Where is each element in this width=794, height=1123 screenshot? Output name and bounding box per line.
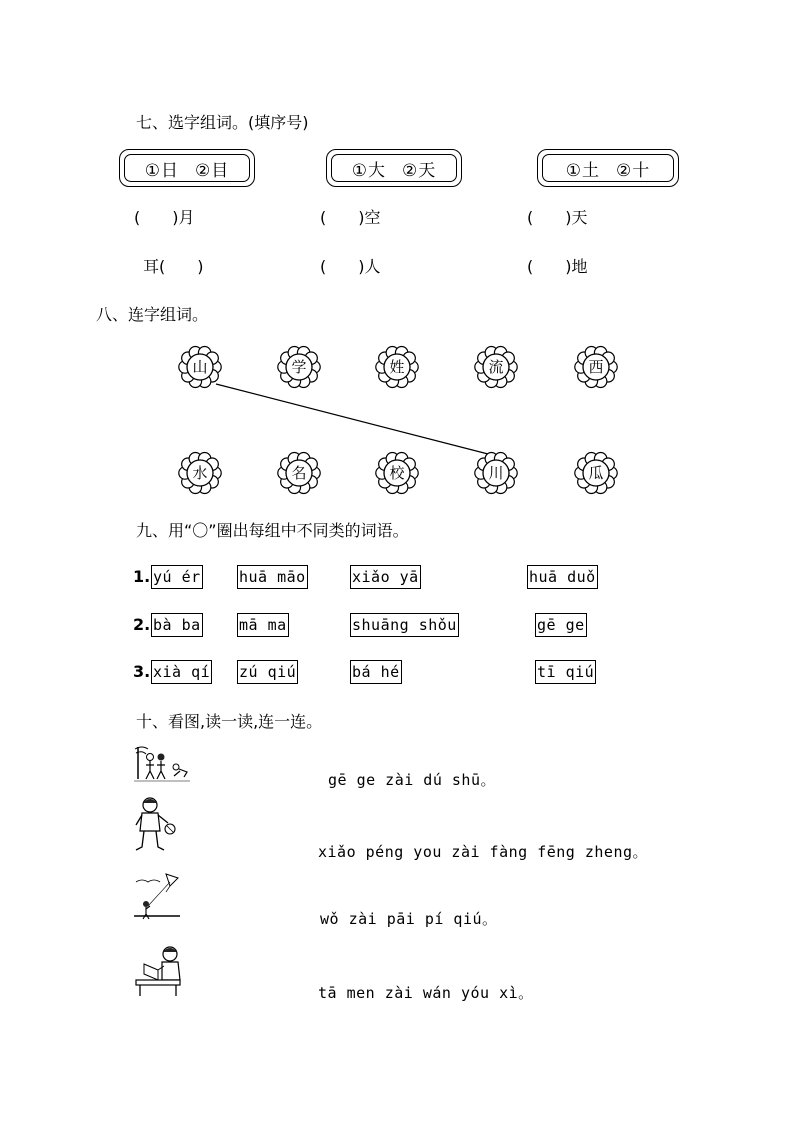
boy-reading-image[interactable] [134,942,186,998]
flower-char: 山 [192,358,208,376]
flower-char: 名 [291,464,307,482]
word-box[interactable]: tī qiú [535,660,596,684]
option-1-1: ①日 [144,160,179,181]
flower-char: 瓜 [588,464,604,482]
sentence-2[interactable]: xiǎo péng you zài fàng fēng zheng。 [318,843,649,861]
section10-title: 十、看图,读一读,连一连。 [136,712,323,731]
flower-char: 川 [488,464,504,482]
word-box[interactable]: bà ba [151,613,203,637]
option-3-1: ①土 [565,160,600,181]
fill-blank-1-1[interactable]: ( )月 [134,208,195,227]
option-1-2: ②目 [195,160,230,181]
word-box[interactable]: xià qí [151,660,212,684]
flower-char: 学 [291,358,307,376]
word-box[interactable]: huā duǒ [527,565,598,589]
children-playing-image[interactable] [134,745,190,783]
sentence-1[interactable]: gē ge zài dú shū。 [328,771,496,789]
word-box[interactable]: yú ér [151,565,203,589]
word-box[interactable]: shuāng shǒu [350,613,459,637]
kite-flying-image[interactable] [134,872,180,920]
flower-bottom-3[interactable] [374,450,420,496]
flower-bottom-5[interactable] [573,450,619,496]
fill-blank-2-3[interactable]: ( )地 [527,257,588,276]
option-2-2: ②天 [402,160,437,181]
fill-blank-2-1[interactable]: 耳( ) [143,257,204,276]
row-number-2: 2. [133,615,151,634]
flower-char: 水 [192,464,208,482]
word-box[interactable]: bá hé [350,660,402,684]
option-2-1: ①大 [351,160,386,181]
flower-bottom-4[interactable] [473,450,519,496]
flower-char: 校 [389,464,405,482]
word-box[interactable]: gē ge [535,613,587,637]
sentence-3[interactable]: wǒ zài pāi pí qiú。 [320,910,498,928]
connect-line-layer [0,0,794,520]
flower-bottom-2[interactable] [276,450,322,496]
section7-title: 七、选字组词。(填序号) [136,113,309,132]
fill-blank-1-3[interactable]: ( )天 [527,208,588,227]
word-box[interactable]: mā ma [237,613,289,637]
section9-title: 九、用“〇”圈出每组中不同类的词语。 [136,521,409,540]
fill-blank-1-2[interactable]: ( )空 [320,208,381,227]
flower-top-2[interactable] [276,344,322,390]
flower-top-5[interactable] [573,344,619,390]
word-box[interactable]: huā māo [237,565,308,589]
flower-bottom-1[interactable] [177,450,223,496]
flower-char: 西 [588,358,604,376]
row-number-1: 1. [133,567,151,586]
fill-blank-2-2[interactable]: ( )人 [320,257,381,276]
connect-line [216,384,488,454]
word-box[interactable]: zú qiú [237,660,298,684]
sentence-4[interactable]: tā men zài wán yóu xì。 [318,984,534,1002]
flower-top-3[interactable] [374,344,420,390]
section8-title: 八、连字组词。 [96,305,209,324]
flower-top-1[interactable] [177,344,223,390]
flower-char: 流 [488,358,504,376]
option-3-2: ②十 [616,160,651,181]
flower-char: 姓 [389,358,405,376]
flower-top-4[interactable] [473,344,519,390]
boy-bouncing-ball-image[interactable] [130,795,180,855]
row-number-3: 3. [133,662,151,681]
word-box[interactable]: xiǎo yā [350,565,421,589]
